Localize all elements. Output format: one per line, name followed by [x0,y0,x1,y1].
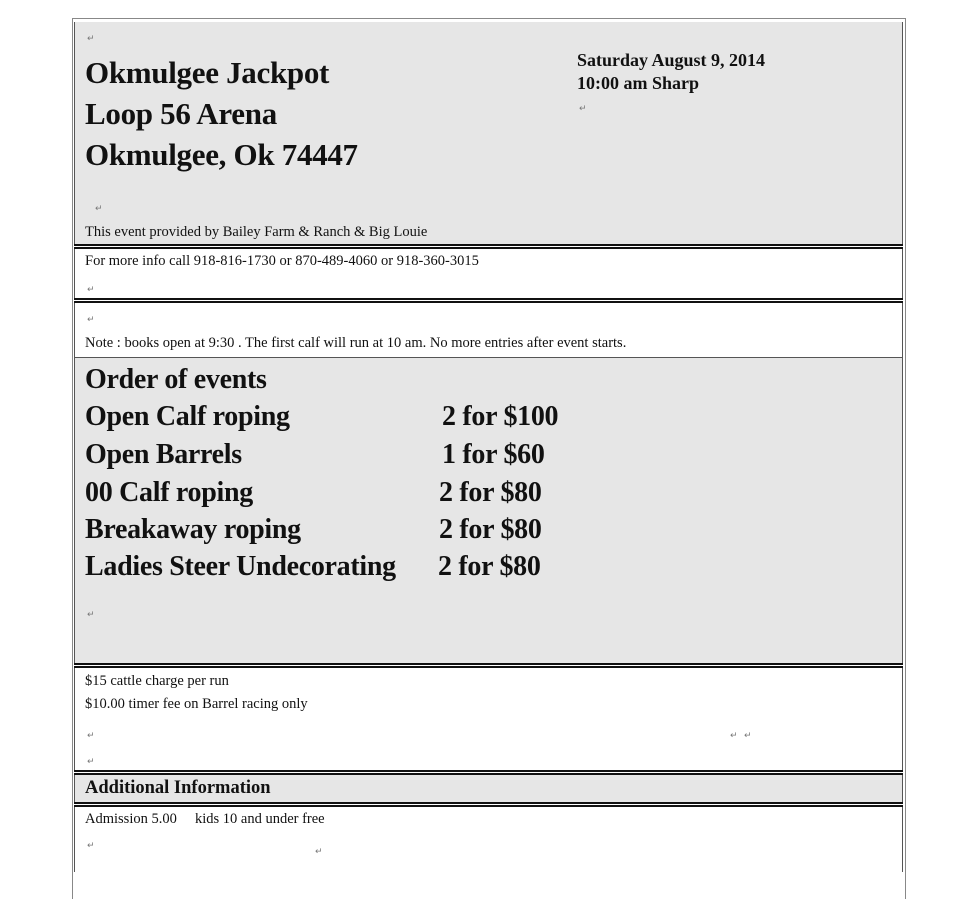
event-price: 2 for $80 [439,477,542,508]
timer-fee: $10.00 timer fee on Barrel racing only [85,696,308,712]
event-date: Saturday August 9, 2014 [577,50,766,70]
fees-section [74,668,903,770]
note-text: Note : books open at 9:30 . The first calf will run at 10 am. No more entries after event starts. [85,335,627,351]
events-section [74,357,903,664]
event-price: 1 for $60 [442,439,545,470]
event-name: Open Calf roping [85,401,290,432]
contact-info: For more info call 918-816-1730 or 870-489-4060 or 918-360-3015 [85,253,479,269]
event-time: 10:00 am Sharp [577,73,700,93]
paragraph-mark: ↵ [87,757,95,767]
paragraph-mark: ↵ [95,204,103,214]
paragraph-mark: ↵ [315,847,323,857]
event-name: Breakaway roping [85,514,301,545]
additional-heading-section [74,775,903,802]
header-section [74,22,903,245]
paragraph-mark: ↵ [87,285,95,295]
title-line-name: Okmulgee Jackpot [85,55,330,90]
event-name: Ladies Steer Undecorating [85,551,396,582]
paragraph-mark: ↵ [730,731,738,741]
paragraph-mark: ↵ [744,731,752,741]
admission-text: Admission 5.00 kids 10 and under free [85,811,325,827]
additional-heading: Additional Information [85,778,271,798]
title-line-location: Okmulgee, Ok 74447 [85,137,358,172]
event-name: 00 Calf roping [85,477,253,508]
event-price: 2 for $80 [439,514,542,545]
paragraph-mark: ↵ [87,610,95,620]
paragraph-mark: ↵ [87,315,95,325]
paragraph-mark: ↵ [87,34,95,44]
admission-section [74,807,903,872]
sponsor-text: This event provided by Bailey Farm & Ranch & Big Louie [85,224,428,240]
event-price: 2 for $100 [442,401,559,432]
events-heading: Order of events [85,364,267,395]
paragraph-mark: ↵ [87,731,95,741]
paragraph-mark: ↵ [87,841,95,851]
event-name: Open Barrels [85,439,242,470]
title-line-arena: Loop 56 Arena [85,96,277,131]
contact-section [74,249,903,298]
event-price: 2 for $80 [438,551,541,582]
paragraph-mark: ↵ [579,104,587,114]
note-section [74,303,903,357]
cattle-charge: $15 cattle charge per run [85,673,229,689]
